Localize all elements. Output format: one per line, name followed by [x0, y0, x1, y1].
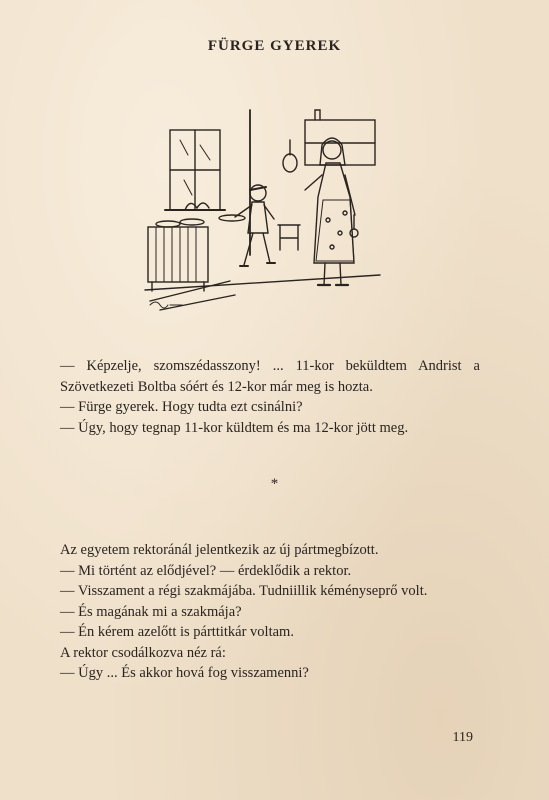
joke-2-line: — Úgy ... És akkor hová fog visszamenni?: [60, 665, 309, 681]
section-separator: *: [270, 476, 279, 492]
joke-2-line: Az egyetem rektoránál jelentkezik az új pártmegbízott.: [60, 542, 379, 558]
joke-2-line: — Visszament a régi szakmájába. Tudniillik kéményseprő volt.: [60, 583, 428, 599]
kitchen-illustration: [140, 105, 390, 320]
joke-2-line: — És magának mi a szakmája?: [60, 603, 242, 620]
joke-1-line: — Fürge gyerek. Hogy tudta ezt csinálni?: [60, 399, 303, 415]
joke-2-line: — Én kérem azelőtt is párttitkár voltam.: [60, 624, 294, 640]
joke-2: [60, 540, 480, 684]
joke-1-line: — Képzelje, szomszédasszony! ... 11-kor beküldtem Andrist a Szövetkezeti Boltba sóért és 12-kor már meg is hozta.: [60, 358, 480, 395]
page-title: FÜRGE GYEREK: [207, 38, 342, 54]
joke-1-line: — Úgy, hogy tegnap 11-kor küldtem és ma 12-kor jött meg.: [60, 419, 409, 436]
joke-2-line: — Mi történt az elődjével? — érdeklődik a rektor.: [60, 562, 352, 579]
joke-1: [60, 356, 480, 438]
joke-2-line: A rektor csodálkozva néz rá:: [60, 644, 226, 661]
page-number: 119: [452, 730, 473, 745]
